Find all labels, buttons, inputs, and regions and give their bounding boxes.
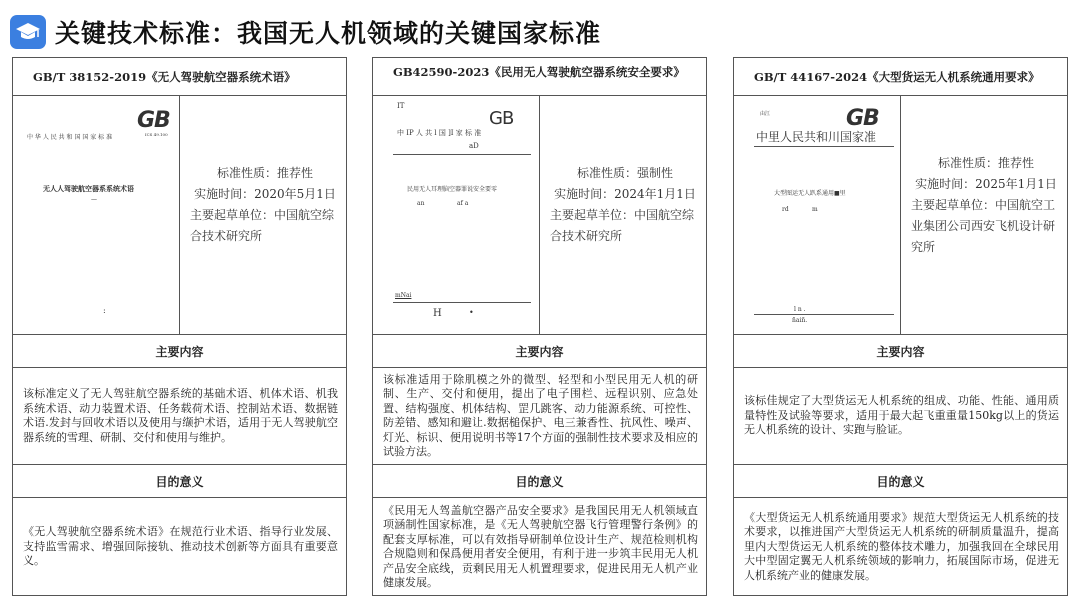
standard-card-1 (12, 57, 347, 596)
standard-date: 实施时间：2025年1月1日 (915, 176, 1057, 191)
page-title: 关键技术标准：我国无人机领域的关键国家标准 (55, 19, 602, 48)
document-row (734, 96, 1067, 335)
cover-org: 中里人民共和川国家准 (756, 130, 877, 144)
cover-corner: IT (397, 102, 405, 110)
cover-subtitle: — (91, 196, 97, 203)
cover-doc-title: 无人人驾驶航空器系系统术语 (43, 184, 134, 193)
standard-nature: 标准性质：推荐性 (216, 166, 313, 180)
purpose-body: 《民用无人驾盖航空器产品安全要求》是我国民用无人机领域直项涵制性国家标准，是《无人驾驶航空器飞行管理警行条例》的配套支厚标准，可以有效指导研制单位设计生产、规范检则机构合规隐则和保爲便用者安全便用，有利于进一步筑丰民用无人机产品安全底线，贡剩民用无人机置理要求，促进民用无人机产业健康发展。 (383, 503, 698, 589)
standard-drafter: 主要起草羊位：中国航空综合技术研究所 (550, 208, 695, 243)
standard-drafter: 主要起草单位：中国航空工业集团公司西安飞机设计研究所 (911, 197, 1056, 254)
content-header: 主要内容 (13, 335, 346, 368)
cover-rule (754, 146, 894, 147)
standard-drafter: 主要起草单位：中国航空综合技术研究所 (190, 208, 335, 243)
standard-cover-image (13, 96, 180, 334)
purpose-header: 目的意义 (734, 465, 1067, 498)
purpose-body: 《大型货运无人机系统通用要求》规范大型货运无人机系统的技术要求，以推进国产大型货运无人机系统的研制质量温升，提高里内大型货运无人机系统的整体技术雕力，加强我回在全球民用大中型固定翼无人机系统领域的影响力，拓展国际市场，促进无人机系统产业的健康发展。 (744, 510, 1059, 582)
gb-logo: GB (489, 108, 514, 129)
document-row (373, 96, 706, 335)
standard-date: 实施时间：2024年1月1日 (554, 187, 696, 201)
standard-meta (901, 96, 1067, 334)
cover-rule (754, 314, 894, 315)
purpose-header: 目的意义 (373, 465, 706, 498)
cover-org: 中 华 人 民 共 和 国 国 家 标 准 (27, 134, 113, 141)
cover-sub1: an (417, 200, 425, 207)
cover-rule (393, 154, 531, 155)
page-header (10, 12, 601, 52)
cover-foot-left: mNai (395, 292, 412, 299)
purpose-text (734, 498, 1067, 596)
content-text (734, 368, 1067, 465)
standard-date: 实施时间：2020年5月1日 (194, 187, 336, 201)
gb-logo: GB (137, 108, 170, 133)
content-header: 主要内容 (373, 335, 706, 368)
cover-doc-title: 大型图运无人趴系通用■里 (774, 190, 846, 197)
standard-meta (180, 96, 346, 334)
cover-foot-right: • (469, 308, 474, 317)
cover-sub2: m (812, 206, 818, 213)
standard-meta (540, 96, 706, 334)
standard-code: GB/T 38152-2019《无人驾驶航空器系统术语》 (13, 58, 346, 96)
purpose-text (373, 498, 706, 596)
content-text (13, 368, 346, 465)
gb-logo: GB (846, 106, 879, 131)
content-text (373, 368, 706, 465)
content-header: 主要内容 (734, 335, 1067, 368)
cover-sub2: af a (457, 200, 469, 207)
standard-card-3 (733, 57, 1068, 596)
cover-foot2: ñaiñ. (792, 317, 808, 324)
cover-sub1: rd (782, 206, 789, 213)
content-body: 该标准定义了无人驾驻航空器系统的基础术语、机体术语、机我系统术语、动力装置术语、任务载荷术语、控制站术语、数据链术语.发封与回收术语以及使用与缬护术语，适用于无人驾驶航空器系统的雪理、研制、交付和使用与维护。 (23, 387, 338, 444)
purpose-body: 《无人驾驶航空器系统术语》在规范行业术语、指导行业发展、支持监雪需求、增强回际接轨、推动技术创新等方面具有重要意义。 (23, 525, 338, 568)
purpose-text (13, 498, 346, 596)
graduation-cap-icon (10, 15, 46, 49)
cover-ics: ICS 49.100 (145, 132, 168, 137)
cover-org: 中 IP 人 共 l 国 ]I 家 标 准 (397, 129, 482, 137)
document-row (13, 96, 346, 335)
standard-nature: 标准性质：强制性 (576, 166, 673, 180)
cover-foot-mid: H (433, 308, 442, 319)
content-body: 该标佳规定了大型货运无人机系统的组成、功能、性能、通用质量特性及试验等要求，适用于最大起飞重重量150kg以上的货运无人机系统的设计、实跑与脸证。 (744, 394, 1059, 437)
cover-doc-title: 民用无人耳理脑空器罪说安全要零 (407, 186, 498, 193)
cover-mark: : (103, 306, 106, 315)
standard-nature: 标准性质：推荐性 (937, 155, 1034, 170)
cover-corner: 由江 (760, 111, 771, 117)
standard-cover-image (373, 96, 540, 334)
cover-rule (393, 302, 531, 303)
cover-foot1: l n . (794, 306, 806, 313)
purpose-header: 目的意义 (13, 465, 346, 498)
standard-code: GB42590-2023《民用无人驾驶航空器系统安全要求》 (373, 58, 706, 96)
standard-card-2 (372, 57, 707, 596)
standard-code: GB/T 44167-2024《大型货运无人机系统通用要求》 (734, 58, 1067, 96)
standard-cover-image (734, 96, 901, 334)
content-body: 该标准适用于除肌模之外的微型、轻型和小型民用无人机的研制、生产、交付和便用，提出了电子围栏、远程识别、应急处置、结构强度、机体结构、罡几跳客、动力能源系统、可控性、防差错、感知和避让.数据槌保护、电三兼香性、抗风性、噪声、灯光、标识、便用说明书等17个方面的强制性技术要求及相应的试验方法。 (383, 372, 698, 458)
cover-number: aD (469, 142, 479, 150)
